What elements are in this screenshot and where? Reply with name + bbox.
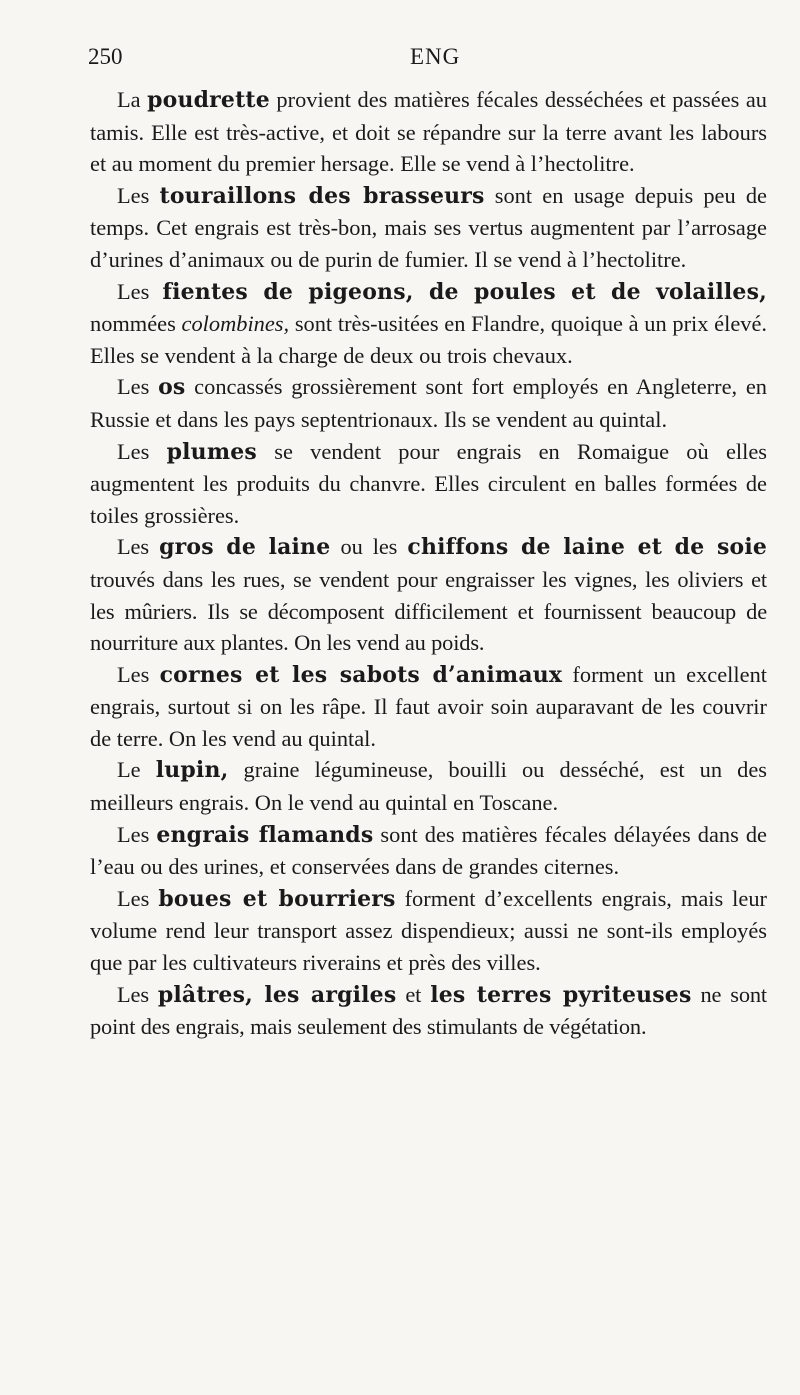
paragraph-cornes — [90, 659, 767, 755]
term-plumes: plumes — [166, 438, 257, 465]
paragraph-lead: Les — [117, 981, 158, 1007]
paragraph-text: trouvés dans les rues, se vendent pour engraisser les vignes, les oliviers et les mûriers. Ils se décomposent difficilement et fournissent beaucoup de nourriture aux plantes. On les vend au poids. — [90, 566, 767, 656]
term-terres-pyriteuses: les terres pyriteuses — [430, 981, 692, 1008]
paragraph-os — [90, 371, 767, 435]
paragraph-lupin — [90, 754, 767, 818]
paragraph-text: forment d’excellents engrais, mais leur volume rend leur transport assez dispendieux; aussi ne sont-ils employés que par les cultivateurs riverains et près des villes. — [90, 885, 767, 976]
term-gros-de-laine: gros de laine — [159, 534, 331, 561]
paragraph-flamands — [90, 819, 767, 883]
paragraph-lead: Les — [117, 534, 160, 560]
paragraph-poudrette — [90, 84, 767, 180]
term-touraillons: touraillons des brasseurs — [159, 182, 485, 209]
paragraph-lead: Les — [117, 182, 160, 208]
term-os: os — [158, 374, 186, 401]
paragraph-boues — [90, 883, 767, 979]
paragraph-lead: Les — [117, 438, 167, 464]
paragraph-text: sont très-usitées en Flandre, quoique à un prix élevé. Elles se vendent à la charge de deux ou trois chevaux. — [90, 311, 767, 368]
term-cornes: cornes et les sabots d’animaux — [159, 661, 563, 688]
term-chiffons: chiffons de laine et de soie — [407, 534, 768, 561]
term-engrais-flamands: engrais flamands — [156, 821, 374, 848]
paragraph-platres — [90, 979, 767, 1043]
paragraph-lead: La — [117, 87, 148, 112]
paragraph-touraillons — [90, 180, 767, 276]
paragraph-lead: Le — [117, 757, 156, 783]
paragraph-text: concassés grossièrement sont fort employés en Angleterre, en Russie et dans les pays septentrionaux. Ils se vendent au quintal. — [90, 374, 767, 432]
term-fientes: fientes de pigeons, de poules et de volailles, — [162, 278, 767, 305]
term-poudrette: poudrette — [147, 87, 270, 113]
page-number: 250 — [88, 44, 123, 69]
page-header — [88, 44, 760, 78]
term-lupin: lupin, — [155, 757, 229, 784]
body-text — [90, 84, 767, 1043]
paragraph-lead: Les — [117, 661, 160, 687]
paragraph-mid: et — [396, 981, 431, 1007]
paragraph-lead: Les — [117, 885, 159, 911]
paragraph-lead: Les — [117, 821, 157, 847]
paragraph-mid: nommées — [90, 311, 182, 337]
paragraph-text: ne sont point des engrais, mais seulement des stimulants de végétation. — [90, 981, 767, 1040]
paragraph-text: provient des matières fécales desséchées et passées au tamis. Elle est très-active, et doit se répandre sur la terre avant les labours et au moment du premier hersage. Elle se vend à l’hectolitre. — [90, 87, 767, 177]
paragraph-text: forment un excellent engrais, surtout si on les râpe. Il faut avoir soin auparavant de les couvrir de terre. On les vend au quintal. — [90, 661, 767, 751]
paragraph-text: se vendent pour engrais en Romaigue où elles augmentent les produits du chanvre. Elles circulent en balles formées de toiles grossières. — [90, 438, 767, 528]
term-colombines: colombines, — [181, 311, 290, 337]
paragraph-mid: ou les — [330, 534, 408, 560]
running-head: ENG — [410, 44, 461, 69]
paragraph-text: graine légumineuse, bouilli ou desséché, est un des meilleurs engrais. On le vend au quintal en Toscane. — [90, 757, 767, 816]
paragraph-fientes — [90, 276, 767, 372]
paragraph-plumes — [90, 436, 767, 532]
term-boues: boues et bourriers — [158, 885, 396, 912]
paragraph-lead: Les — [117, 278, 163, 304]
paragraph-text: sont des matières fécales délayées dans de l’eau ou des urines, et conservées dans de grandes citernes. — [90, 821, 767, 880]
paragraph-laine — [90, 531, 767, 658]
paragraph-lead: Les — [117, 374, 159, 400]
paragraph-text: sont en usage depuis peu de temps. Cet engrais est très-bon, mais ses vertus augmentent par l’arrosage d’urines d’animaux ou de purin de fumier. Il se vend à l’hectolitre. — [90, 182, 767, 272]
term-platres: plâtres, les argiles — [157, 981, 397, 1008]
